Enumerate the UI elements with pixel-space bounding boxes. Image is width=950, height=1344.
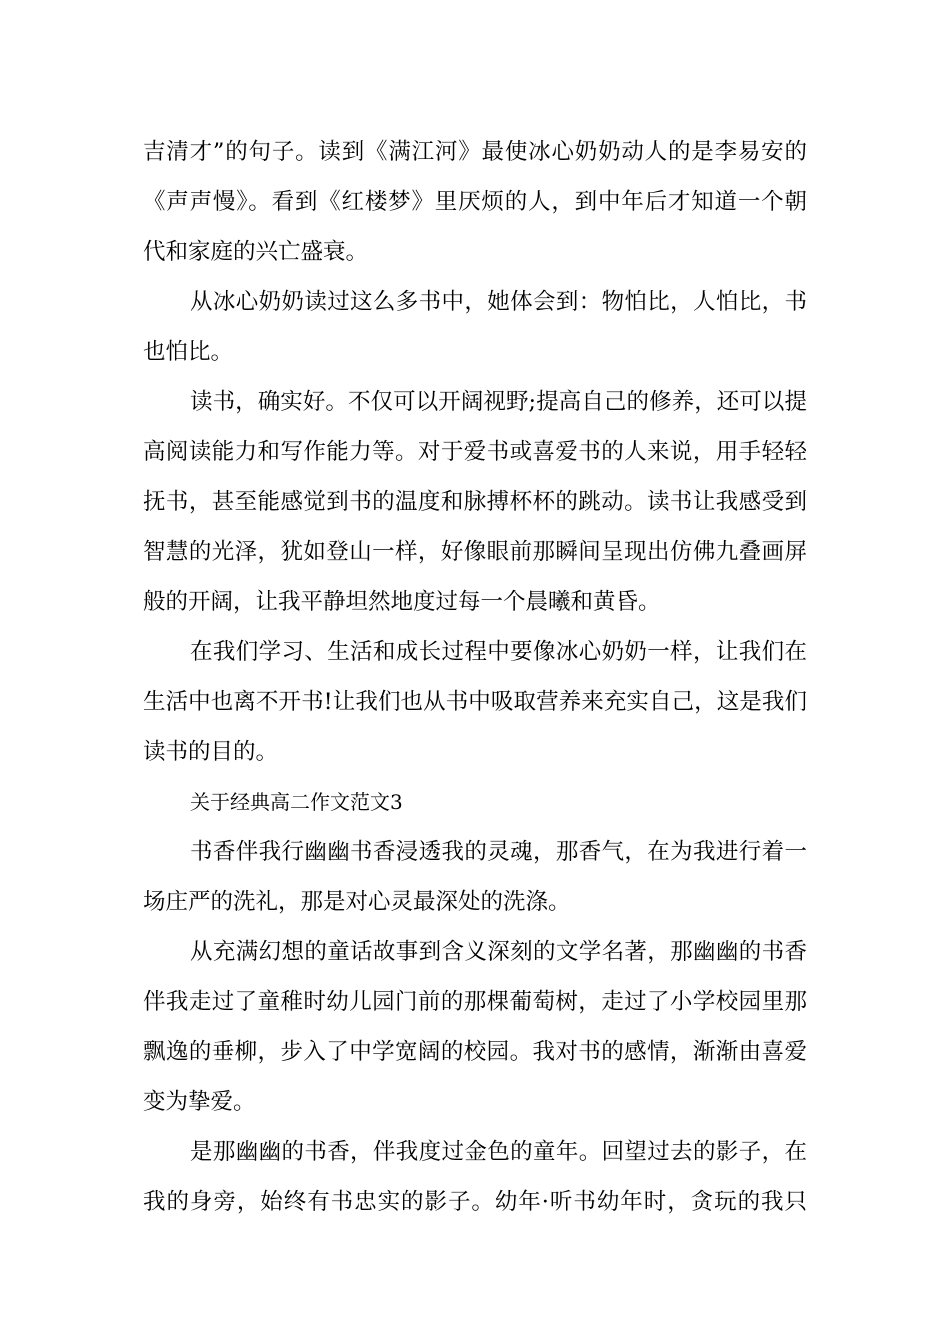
text-line: 高阅读能力和写作能力等。对于爱书或喜爱书的人来说，用手轻轻 [143,439,807,465]
paragraph [143,927,807,1127]
section-heading: 关于经典高二作文范文3 [190,790,403,814]
text-line: 生活中也离不开书!让我们也从书中吸取营养来充实自己，这是我们 [143,689,807,715]
text-line: 从冰心奶奶读过这么多书中，她体会到：物怕比，人怕比，书 [190,289,807,315]
text-line: 读书，确实好。不仅可以开阔视野;提高自己的修养，还可以提 [190,389,807,415]
text-line: 飘逸的垂柳，步入了中学宽阔的校园。我对书的感情，渐渐由喜爱 [143,1039,807,1065]
paragraph [143,277,807,377]
text-line: 读书的目的。 [143,739,279,765]
paragraph [143,377,807,627]
text-line: 是那幽幽的书香，伴我度过金色的童年。回望过去的影子，在 [190,1139,807,1165]
paragraph [143,127,807,277]
paragraph [143,1127,807,1227]
text-line: 场庄严的洗礼，那是对心灵最深处的洗涤。 [143,889,571,915]
paragraph [143,827,807,927]
text-line: 代和家庭的兴亡盛衰。 [143,239,369,265]
text-line: 般的开阔，让我平静坦然地度过每一个晨曦和黄昏。 [143,589,661,615]
text-line: 在我们学习、生活和成长过程中要像冰心奶奶一样，让我们在 [190,639,807,665]
paragraph [143,627,807,777]
text-line: 我的身旁，始终有书忠实的影子。幼年·听书幼年时，贪玩的我只 [143,1189,807,1215]
text-line: 吉清才”的句子。读到《满江河》最使冰心奶奶动人的是李易安的 [143,139,807,165]
text-line: 伴我走过了童稚时幼儿园门前的那棵葡萄树，走过了小学校园里那 [143,989,807,1015]
document-page [143,127,807,1227]
text-line: 书香伴我行幽幽书香浸透我的灵魂，那香气，在为我进行着一 [190,839,807,865]
text-line: 从充满幻想的童话故事到含义深刻的文学名著，那幽幽的书香 [190,939,807,965]
text-line: 《声声慢》。看到《红楼梦》里厌烦的人，到中年后才知道一个朝 [143,189,807,215]
text-line: 也怕比。 [143,339,234,365]
text-line: 抚书，甚至能感觉到书的温度和脉搏杯杯的跳动。读书让我感受到 [143,489,807,515]
text-line: 智慧的光泽，犹如登山一样，好像眼前那瞬间呈现出仿佛九叠画屏 [143,539,807,565]
text-line: 变为挚爱。 [143,1089,256,1115]
